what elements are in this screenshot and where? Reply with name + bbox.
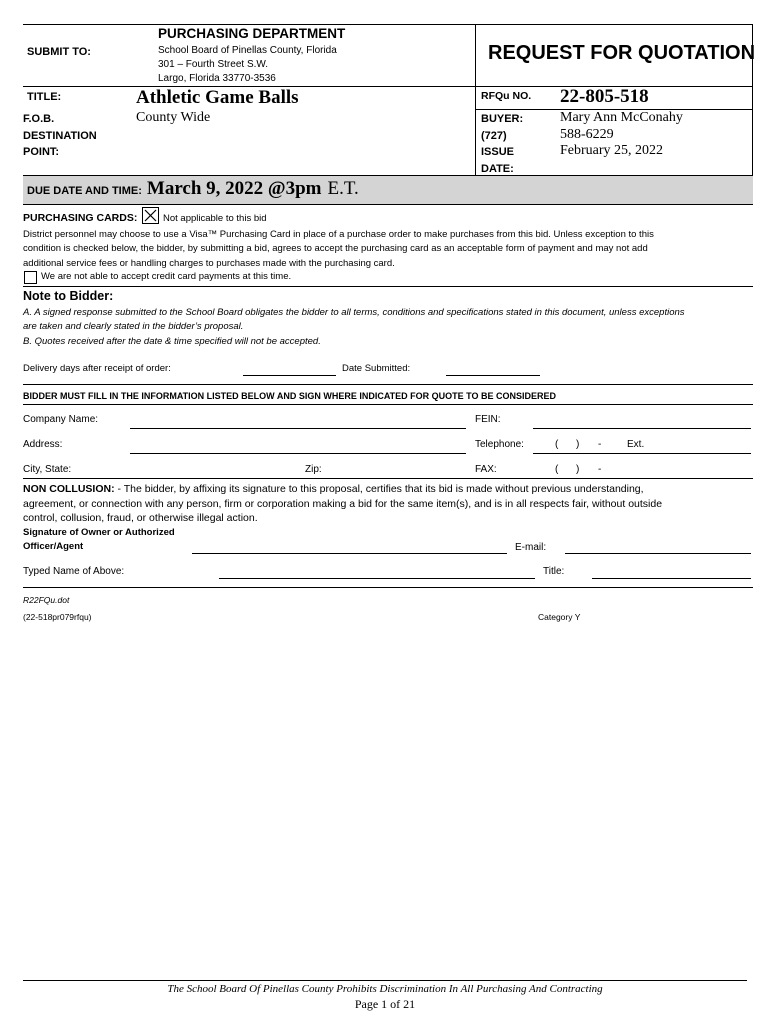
city-state-label: City, State: — [23, 464, 72, 475]
signature-field[interactable] — [192, 553, 507, 554]
issue-label-line-1: ISSUE — [481, 146, 515, 158]
fax-paren-open: ( — [555, 464, 559, 475]
delivery-rule — [23, 384, 753, 385]
address-line-3: Largo, Florida 33770-3536 — [158, 73, 276, 84]
form-code: R22FQu.dot — [23, 595, 70, 605]
bidder-instruction: BIDDER MUST FILL IN THE INFORMATION LISTED BELOW AND SIGN WHERE INDICATED FOR QUOTE TO BE CONSIDERED — [23, 391, 556, 401]
footer-rule — [23, 980, 747, 981]
due-date-row — [27, 178, 359, 202]
note-line-b: B. Quotes received after the date & time specified will not be accepted. — [23, 335, 321, 347]
telephone-field[interactable] — [533, 453, 751, 454]
telephone-paren-close: ) — [576, 439, 580, 450]
fax-dash: - — [598, 464, 602, 475]
fax-paren-close: ) — [576, 464, 580, 475]
issue-label-line-2: DATE: — [481, 162, 514, 175]
date-submitted-field[interactable] — [446, 375, 540, 376]
purchasing-cards-paragraph — [23, 228, 654, 271]
checkbox-x-icon — [143, 208, 158, 223]
note-body — [23, 306, 685, 349]
buyer-name: Mary Ann McConahy — [560, 110, 683, 125]
non-collusion-label: NON COLLUSION: — [23, 483, 115, 495]
signature-label-line-1: Signature of Owner or Authorized — [23, 527, 175, 538]
note-heading: Note to Bidder: — [23, 289, 114, 303]
fob-label-line-1: F.O.B. — [23, 113, 55, 125]
fein-field[interactable] — [533, 428, 751, 429]
buyer-label: BUYER: — [481, 113, 524, 125]
paragraph-line-3: additional service fees or handling charges to purchases made with the purchasing card. — [23, 257, 395, 269]
fob-label — [23, 111, 97, 161]
due-date-value: March 9, 2022 @3pm — [146, 178, 322, 199]
address-line-1: School Board of Pinellas County, Florida — [158, 45, 337, 56]
fob-value: County Wide — [136, 110, 211, 125]
non-collusion-block — [23, 482, 662, 526]
paragraph-line-2: condition is checked below, the bidder, by submitting a bid, agrees to accept the purchasing card as an acceptable form of payment and may not add — [23, 243, 648, 255]
bidder-info-rule — [23, 478, 753, 479]
not-accept-text: We are not able to accept credit card payments at this time. — [41, 271, 292, 282]
zip-label: Zip: — [305, 464, 322, 475]
submit-to-label: SUBMIT TO: — [27, 46, 91, 58]
company-name-label: Company Name: — [23, 414, 99, 425]
not-accept-checkbox[interactable] — [24, 271, 37, 284]
date-submitted-label: Date Submitted: — [342, 363, 411, 374]
purchasing-cards-label: PURCHASING CARDS: — [23, 212, 138, 224]
address-field[interactable] — [130, 453, 466, 454]
delivery-days-field[interactable] — [243, 375, 336, 376]
note-line-a2: are taken and clearly stated in the bidder’s proposal. — [23, 321, 244, 333]
non-collusion-line-1: - The bidder, by affixing its signature to this proposal, certifies that its bid is made without previous understanding, — [114, 483, 644, 495]
top-rule — [23, 24, 753, 25]
telephone-paren-open: ( — [555, 439, 559, 450]
department-heading: PURCHASING DEPARTMENT — [158, 26, 346, 41]
address-label: Address: — [23, 439, 63, 450]
company-name-field[interactable] — [130, 428, 466, 429]
buyer-phone: 588-6229 — [560, 126, 614, 142]
email-field[interactable] — [565, 553, 751, 554]
rfq-label: RFQu NO. — [481, 90, 532, 102]
title-value: Athletic Game Balls — [136, 87, 299, 108]
signature-label-line-2: Officer/Agent — [23, 541, 84, 552]
email-label: E-mail: — [515, 542, 547, 553]
phone-area-code: (727) — [481, 129, 507, 142]
due-date-timezone: E.T. — [327, 178, 359, 199]
rfq-number: 22-805-518 — [560, 86, 649, 107]
form-title: REQUEST FOR QUOTATION — [488, 42, 756, 64]
cards-bottom-rule — [23, 286, 753, 287]
fob-label-line-2: DESTINATION — [23, 129, 97, 142]
bidder-instruction-rule — [23, 404, 753, 405]
non-discrimination-statement: The School Board Of Pinellas County Prohibits Discrimination In All Purchasing And Contracting — [167, 983, 603, 995]
not-applicable-text: Not applicable to this bid — [163, 213, 267, 224]
delivery-days-label: Delivery days after receipt of order: — [23, 363, 171, 374]
fob-label-line-3: POINT: — [23, 146, 60, 158]
paragraph-line-1: District personnel may choose to use a Visa™ Purchasing Card in place of a purchase order to make purchases from this bid. Unless exception to this — [23, 229, 654, 240]
title-field-label: Title: — [543, 566, 565, 577]
signature-bottom-rule — [23, 587, 753, 588]
due-date-label: DUE DATE AND TIME: — [27, 185, 142, 197]
telephone-label: Telephone: — [475, 439, 524, 450]
address-line-2: 301 – Fourth Street S.W. — [158, 59, 269, 70]
title-field[interactable] — [592, 578, 751, 579]
buyer-labels — [481, 111, 523, 177]
page-number: Page 1 of 21 — [354, 997, 416, 1011]
signature-label — [23, 526, 175, 554]
buyer-values — [560, 110, 683, 160]
not-applicable-checkbox[interactable] — [142, 207, 159, 224]
non-collusion-line-2: agreement, or connection with any person, firm or corporation making a bid for the same item(s), and is in all respects fair, without outside — [23, 497, 663, 510]
submit-address — [158, 44, 337, 86]
category-code: Category Y — [538, 612, 581, 622]
issue-date: February 25, 2022 — [560, 143, 664, 158]
fax-label: FAX: — [475, 464, 497, 475]
fein-label: FEIN: — [475, 414, 501, 425]
typed-name-label: Typed Name of Above: — [23, 566, 125, 577]
non-collusion-line-3: control, collusion, fraud, or otherwise illegal action. — [23, 512, 258, 524]
note-line-a1: A. A signed response submitted to the School Board obligates the bidder to all terms, conditions and specifications stated in this document, unless exceptions — [23, 307, 685, 318]
file-code: (22-518pr079rfqu) — [23, 612, 92, 622]
typed-name-field[interactable] — [219, 578, 535, 579]
title-label: TITLE: — [27, 91, 62, 103]
ext-label: Ext. — [627, 439, 645, 450]
telephone-dash: - — [598, 439, 602, 450]
